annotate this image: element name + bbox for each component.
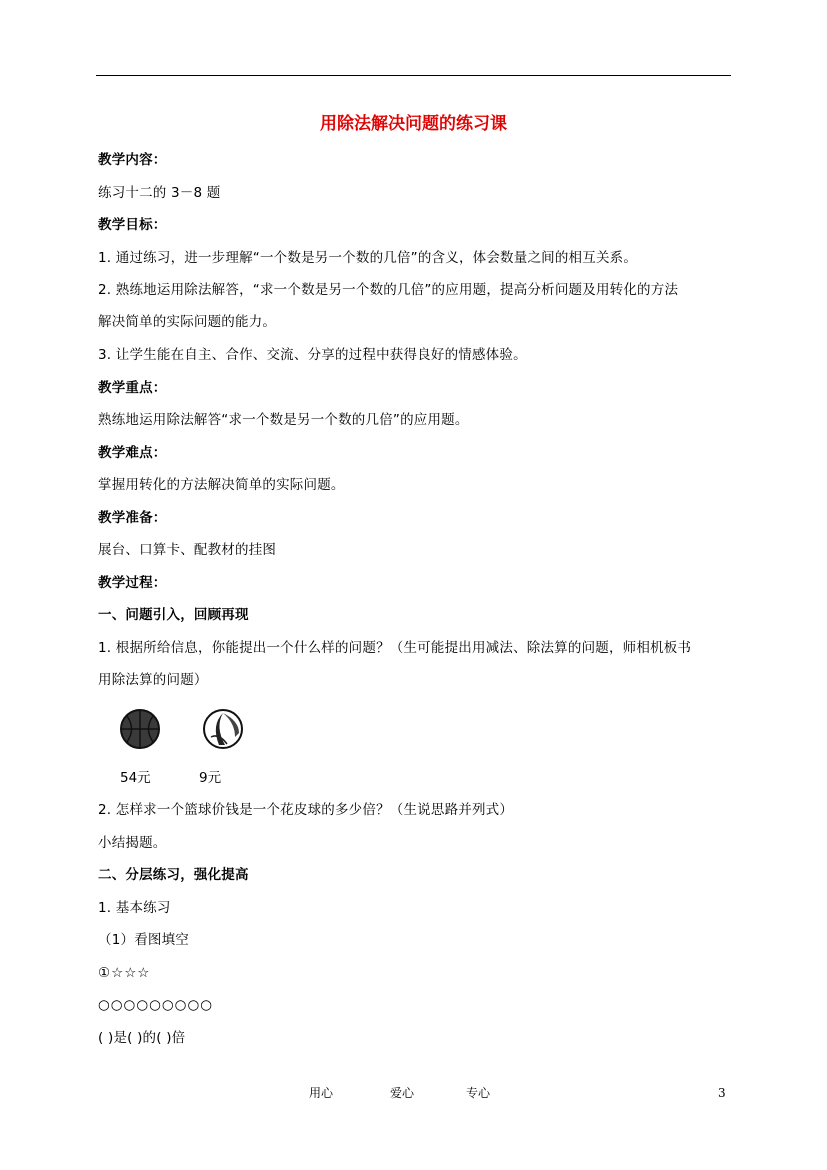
part1-question-1: 1. 根据所给信息，你能提出一个什么样的问题？（生可能提出用减法、除法算的问题，师相机板书 xyxy=(98,640,692,656)
stars-row: ①☆☆☆ xyxy=(98,965,151,981)
header-rule xyxy=(96,75,731,76)
part1-question-1-cont: 用除法算的问题） xyxy=(98,672,208,688)
part2-heading: 二、分层练习，强化提高 xyxy=(98,867,249,883)
key-heading: 教学重点： xyxy=(98,380,167,396)
circles-row: ○○○○○○○○○ xyxy=(98,997,214,1013)
part2-basic: 1. 基本练习 xyxy=(98,900,171,916)
footer-item-2: 爱心 xyxy=(390,1086,415,1100)
footer-item-1: 用心 xyxy=(309,1086,334,1100)
key-text: 熟练地运用除法解答“求一个数是另一个数的几倍”的应用题。 xyxy=(98,412,469,428)
prep-text: 展台、口算卡、配教材的挂图 xyxy=(98,542,277,558)
goal-item-2: 2. 熟练地运用除法解答，“求一个数是另一个数的几倍”的应用题，提高分析问题及用转化的方法 xyxy=(98,282,679,298)
footer-item-3: 专心 xyxy=(466,1086,491,1100)
goal-item-3: 3. 让学生能在自主、合作、交流、分享的过程中获得良好的情感体验。 xyxy=(98,347,527,363)
part1-question-2: 2. 怎样求一个篮球价钱是一个花皮球的多少倍？（生说思路并列式） xyxy=(98,802,514,818)
content-heading: 教学内容： xyxy=(98,152,167,168)
part1-summary: 小结揭题。 xyxy=(98,835,167,851)
beach-ball-icon xyxy=(203,709,243,749)
blank-row: ( )是( )的( )倍 xyxy=(98,1030,186,1046)
page-number: 3 xyxy=(718,1086,726,1100)
prep-heading: 教学准备： xyxy=(98,510,167,526)
goal-item-1: 1. 通过练习，进一步理解“一个数是另一个数的几倍”的含义，体会数量之间的相互关系。 xyxy=(98,250,638,266)
goal-item-2-cont: 解决简单的实际问题的能力。 xyxy=(98,314,277,330)
part1-heading: 一、问题引入，回顾再现 xyxy=(98,607,249,623)
basketball-price: 54元 xyxy=(120,770,151,786)
page-title: 用除法解决问题的练习课 xyxy=(320,114,507,134)
basketball-icon xyxy=(120,709,160,749)
process-heading: 教学过程： xyxy=(98,575,167,591)
difficulty-heading: 教学难点： xyxy=(98,445,167,461)
goal-heading: 教学目标： xyxy=(98,217,167,233)
beachball-price: 9元 xyxy=(199,770,222,786)
difficulty-text: 掌握用转化的方法解决简单的实际问题。 xyxy=(98,477,345,493)
content-text: 练习十二的 3－8 题 xyxy=(98,185,221,201)
part2-fill: （1）看图填空 xyxy=(98,932,189,948)
